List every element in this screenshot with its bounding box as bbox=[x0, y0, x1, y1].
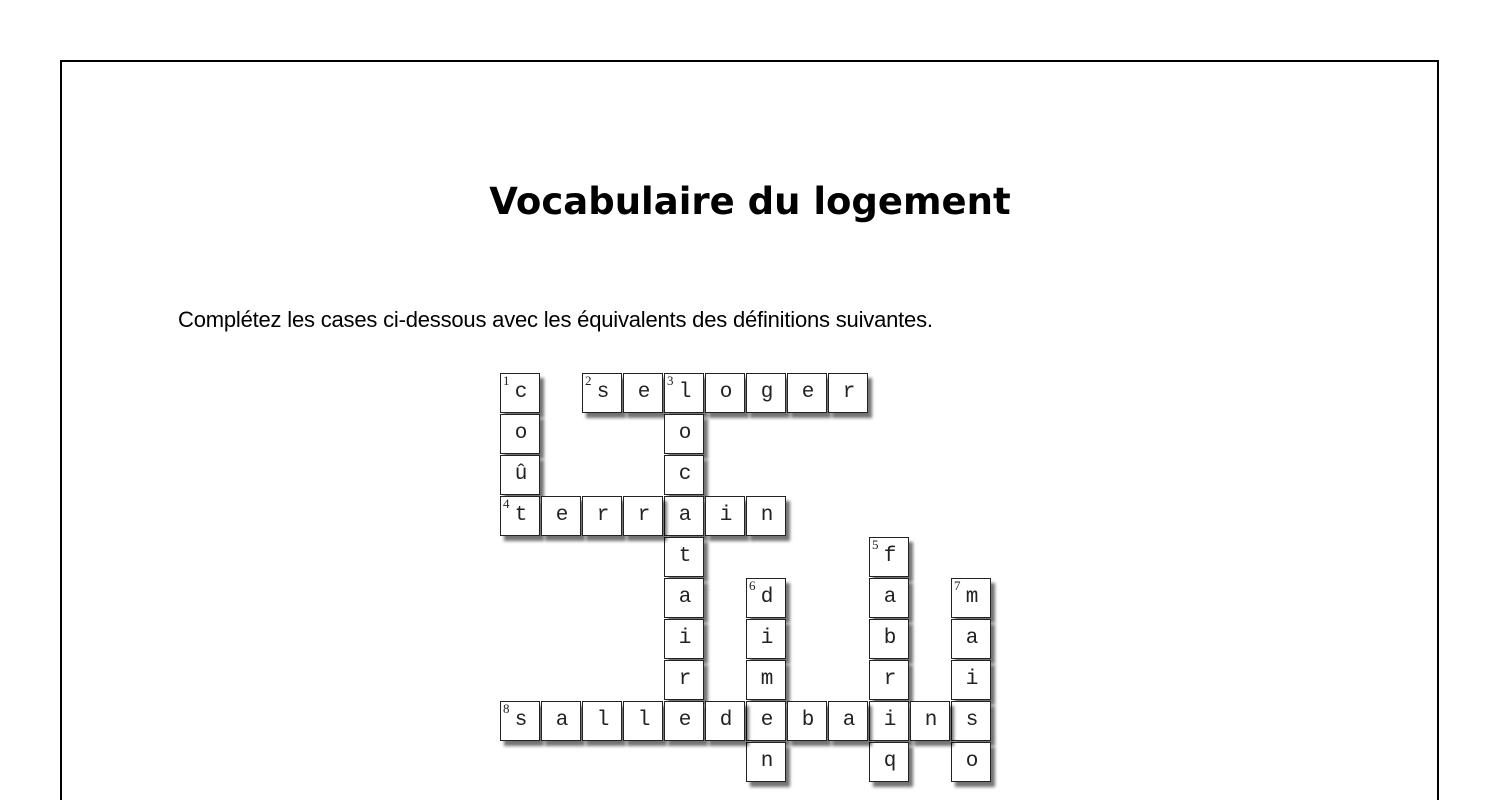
crossword-cell[interactable] bbox=[664, 578, 704, 618]
cell-letter: o bbox=[965, 750, 979, 773]
cell-letter: o bbox=[678, 422, 692, 445]
crossword-cell[interactable] bbox=[951, 701, 991, 741]
crossword-cell[interactable] bbox=[910, 701, 950, 741]
cell-letter: e bbox=[637, 381, 651, 404]
cell-letter: n bbox=[760, 750, 774, 773]
cell-letter: r bbox=[596, 504, 610, 527]
crossword-cell[interactable] bbox=[746, 701, 786, 741]
cell-letter: a bbox=[965, 627, 979, 650]
page-title: Vocabulaire du logement bbox=[489, 180, 1011, 223]
crossword-cell[interactable] bbox=[541, 701, 581, 741]
crossword-cell[interactable] bbox=[623, 701, 663, 741]
cell-letter: e bbox=[555, 504, 569, 527]
cell-letter: t bbox=[514, 504, 528, 527]
cell-letter: a bbox=[678, 504, 692, 527]
crossword-cell[interactable] bbox=[869, 619, 909, 659]
cell-letter: o bbox=[514, 422, 528, 445]
cell-letter: l bbox=[596, 709, 610, 732]
cell-letter: c bbox=[514, 381, 528, 404]
clue-number: 1 bbox=[503, 373, 510, 388]
cell-letter: s bbox=[514, 709, 528, 732]
cell-letter: e bbox=[760, 709, 774, 732]
clue-number: 7 bbox=[954, 578, 961, 593]
cell-letter: d bbox=[719, 709, 733, 732]
crossword-cell[interactable] bbox=[664, 619, 704, 659]
clue-number: 5 bbox=[872, 537, 879, 552]
cell-letter: r bbox=[637, 504, 651, 527]
cell-letter: t bbox=[678, 545, 692, 568]
crossword-cell[interactable] bbox=[500, 701, 540, 741]
crossword-cell[interactable] bbox=[869, 742, 909, 782]
clue-number: 6 bbox=[749, 578, 756, 593]
clue-number: 8 bbox=[503, 701, 510, 716]
crossword-cell[interactable] bbox=[705, 373, 745, 413]
crossword-cell[interactable] bbox=[746, 578, 786, 618]
cell-letter: i bbox=[965, 668, 979, 691]
crossword-cell[interactable] bbox=[664, 496, 704, 536]
crossword-cell[interactable] bbox=[664, 414, 704, 454]
crossword-cell[interactable] bbox=[664, 455, 704, 495]
cell-letter: l bbox=[637, 709, 651, 732]
crossword-cell[interactable] bbox=[664, 701, 704, 741]
cell-letter: o bbox=[719, 381, 733, 404]
crossword-cell[interactable] bbox=[828, 373, 868, 413]
cell-letter: b bbox=[801, 709, 815, 732]
clue-number: 4 bbox=[503, 496, 510, 511]
cell-letter: i bbox=[719, 504, 733, 527]
crossword-cell[interactable] bbox=[787, 701, 827, 741]
cell-letter: r bbox=[842, 381, 856, 404]
crossword-cell[interactable] bbox=[951, 619, 991, 659]
cell-letter: e bbox=[678, 709, 692, 732]
crossword-cell[interactable] bbox=[746, 373, 786, 413]
crossword-cell[interactable] bbox=[664, 537, 704, 577]
crossword-cell[interactable] bbox=[869, 660, 909, 700]
cell-letter: i bbox=[760, 627, 774, 650]
cell-letter: m bbox=[760, 668, 774, 691]
crossword-cell[interactable] bbox=[705, 496, 745, 536]
cell-letter: s bbox=[965, 709, 979, 732]
crossword-cell[interactable] bbox=[746, 742, 786, 782]
cell-letter: i bbox=[678, 627, 692, 650]
cell-letter: m bbox=[965, 586, 979, 609]
cell-letter: a bbox=[555, 709, 569, 732]
crossword-cell[interactable] bbox=[623, 496, 663, 536]
cell-letter: s bbox=[596, 381, 610, 404]
crossword-cell[interactable] bbox=[541, 496, 581, 536]
crossword-cell[interactable] bbox=[746, 619, 786, 659]
crossword-cell[interactable] bbox=[828, 701, 868, 741]
cell-letter: n bbox=[760, 504, 774, 527]
cell-letter: a bbox=[678, 586, 692, 609]
cell-letter: i bbox=[883, 709, 897, 732]
crossword-cell[interactable] bbox=[746, 496, 786, 536]
crossword-cell[interactable] bbox=[951, 660, 991, 700]
crossword-cell[interactable] bbox=[869, 701, 909, 741]
crossword-cell[interactable] bbox=[664, 660, 704, 700]
crossword-cell[interactable] bbox=[869, 578, 909, 618]
crossword-cell[interactable] bbox=[951, 578, 991, 618]
crossword-cell[interactable] bbox=[869, 537, 909, 577]
crossword-cell[interactable] bbox=[951, 742, 991, 782]
cell-letter: d bbox=[760, 586, 774, 609]
crossword-cell[interactable] bbox=[705, 701, 745, 741]
cell-letter: g bbox=[760, 381, 774, 404]
cell-letter: a bbox=[883, 586, 897, 609]
crossword-cell[interactable] bbox=[623, 373, 663, 413]
cell-letter: û bbox=[514, 463, 528, 486]
crossword-cell[interactable] bbox=[500, 373, 540, 413]
cell-letter: r bbox=[678, 668, 692, 691]
instructions-text: Complétez les cases ci-dessous avec les équivalents des définitions suivantes. bbox=[178, 307, 933, 332]
cell-letter: f bbox=[883, 545, 897, 568]
cell-letter: a bbox=[842, 709, 856, 732]
cell-letter: n bbox=[924, 709, 938, 732]
crossword-cell[interactable] bbox=[500, 496, 540, 536]
clue-number: 2 bbox=[585, 373, 592, 388]
crossword-cell[interactable] bbox=[746, 660, 786, 700]
clue-number: 3 bbox=[667, 373, 674, 388]
cell-letter: l bbox=[678, 381, 692, 404]
crossword-cell[interactable] bbox=[664, 373, 704, 413]
cell-letter: e bbox=[801, 381, 815, 404]
cell-letter: c bbox=[678, 463, 692, 486]
cell-letter: b bbox=[883, 627, 897, 650]
crossword-cell[interactable] bbox=[500, 455, 540, 495]
cell-letter: r bbox=[883, 668, 897, 691]
crossword-cell[interactable] bbox=[582, 373, 622, 413]
cell-letter: q bbox=[883, 750, 897, 773]
crossword-cell[interactable] bbox=[787, 373, 827, 413]
crossword-cell[interactable] bbox=[500, 414, 540, 454]
crossword-cell[interactable] bbox=[582, 701, 622, 741]
crossword-cell[interactable] bbox=[582, 496, 622, 536]
